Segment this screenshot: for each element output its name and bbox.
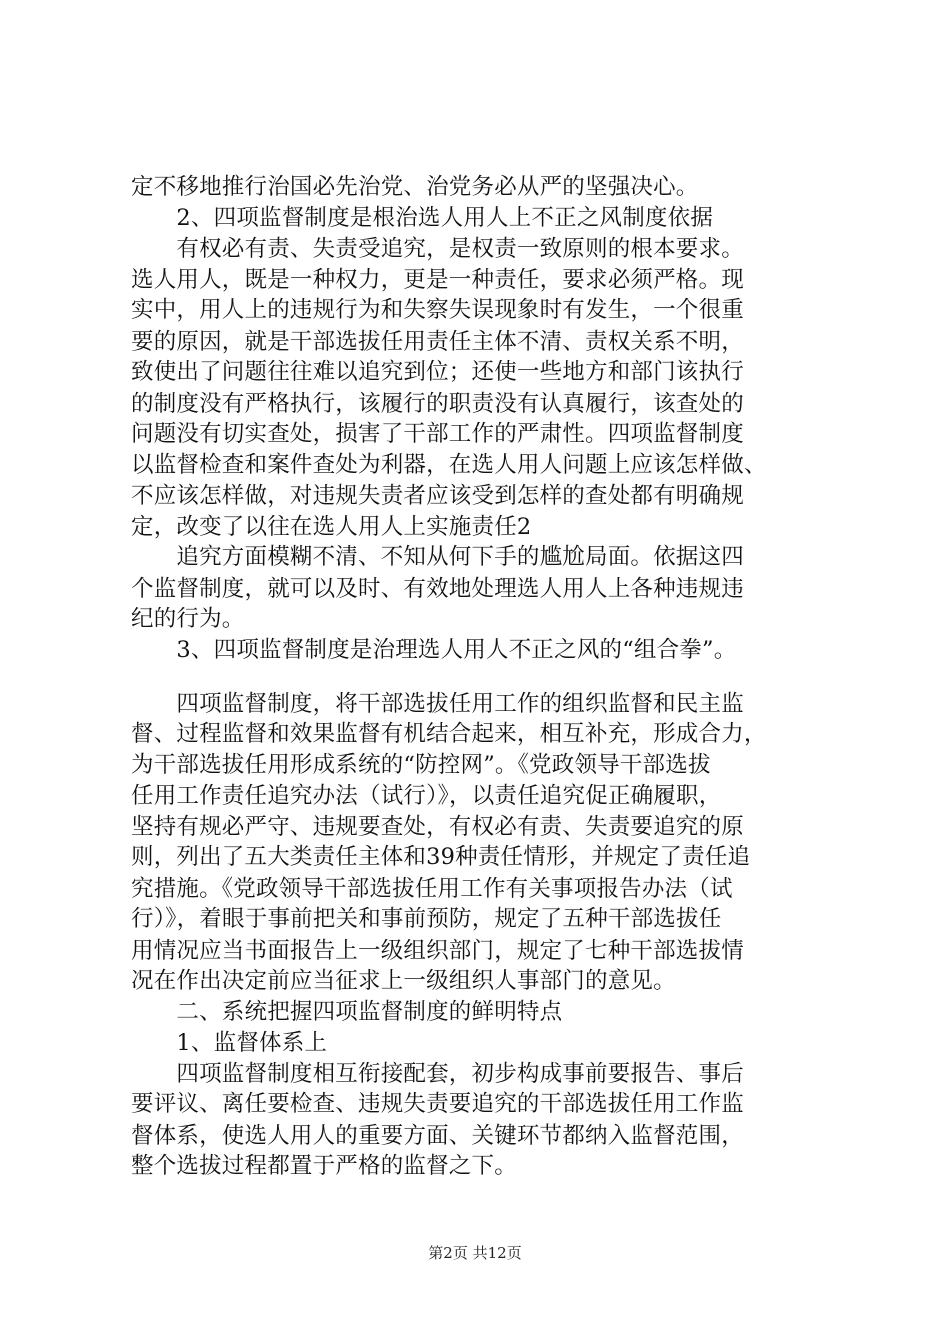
text-line: 督体系，使选人用人的重要方面、关键环节都纳入监督范围， xyxy=(131,1123,744,1149)
text-line: 定，改变了以往在选人用人上实施责任2 xyxy=(131,514,532,540)
text-line: 任用工作责任追究办法（试行）》，以责任追究促正确履职， xyxy=(131,783,722,809)
text-line: 纪的行为。 xyxy=(131,606,245,632)
text-line: 2、四项监督制度是根治选人用人上不正之风制度依据 xyxy=(131,205,714,231)
text-line: 用情况应当书面报告上一级组织部门，规定了七种干部选拔情 xyxy=(131,938,744,964)
text-line: 定不移地推行治国必先治党、治党务必从严的坚强决心。 xyxy=(131,174,699,200)
text-line: 督、过程监督和效果监督有机结合起来，相互补充，形成合力， xyxy=(131,721,767,747)
text-line: 则，列出了五大类责任主体和39种责任情形，并规定了责任追 xyxy=(131,844,751,870)
text-line: 实中，用人上的违规行为和失察失误现象时有发生，一个很重 xyxy=(131,297,744,323)
text-line: 四项监督制度相互衔接配套，初步构成事前要报告、事后 xyxy=(131,1061,744,1087)
text-line: 不应该怎样做，对违规失责者应该受到怎样的查处都有明确规 xyxy=(131,483,744,509)
text-line: 行）》，着眼于事前把关和事前预防，规定了五种干部选拔任 xyxy=(131,906,722,932)
text-line: 为干部选拔任用形成系统的“防控网”。《党政领导干部选拔 xyxy=(131,752,711,778)
text-line: 况在作出决定前应当征求上一级组织人事部门的意见。 xyxy=(131,968,676,994)
text-line: 1、监督体系上 xyxy=(131,1030,328,1056)
text-line: 致使出了问题往往难以追究到位；还使一些地方和部门该执行 xyxy=(131,359,744,385)
text-line: 究措施。《党政领导干部选拔任用工作有关事项报告办法（试 xyxy=(131,876,733,902)
text-line: 有权必有责、失责受追究，是权责一致原则的根本要求。 xyxy=(131,236,744,262)
text-line: 坚持有规必严守、违规要查处，有权必有责、失责要追究的原 xyxy=(131,814,744,840)
text-line: 要评议、离任要检查、违规失责要追究的干部选拔任用工作监 xyxy=(131,1091,744,1117)
text-line: 追究方面模糊不清、不知从何下手的尴尬局面。依据这四 xyxy=(131,544,744,570)
text-line: 选人用人，既是一种权力，更是一种责任，要求必须严格。现 xyxy=(131,267,744,293)
text-line: 二、系统把握四项监督制度的鲜明特点 xyxy=(131,999,563,1025)
text-line: 四项监督制度，将干部选拔任用工作的组织监督和民主监 xyxy=(131,691,744,717)
text-line: 以监督检查和案件查处为利器，在选人用人问题上应该怎样做、 xyxy=(131,452,767,478)
text-line: 的制度没有严格执行，该履行的职责没有认真履行，该查处的 xyxy=(131,391,744,417)
page-number-footer: 第2页 共12页 xyxy=(428,1244,522,1262)
text-line: 个监督制度，就可以及时、有效地处理选人用人上各种违规违 xyxy=(131,576,744,602)
text-line: 问题没有切实查处，损害了干部工作的严肃性。四项监督制度 xyxy=(131,421,744,447)
text-line: 要的原因，就是干部选拔任用责任主体不清、责权关系不明， xyxy=(131,329,744,355)
text-line: 整个选拔过程都置于严格的监督之下。 xyxy=(131,1153,517,1179)
text-line: 3、四项监督制度是治理选人用人不正之风的“组合拳”。 xyxy=(131,637,737,663)
